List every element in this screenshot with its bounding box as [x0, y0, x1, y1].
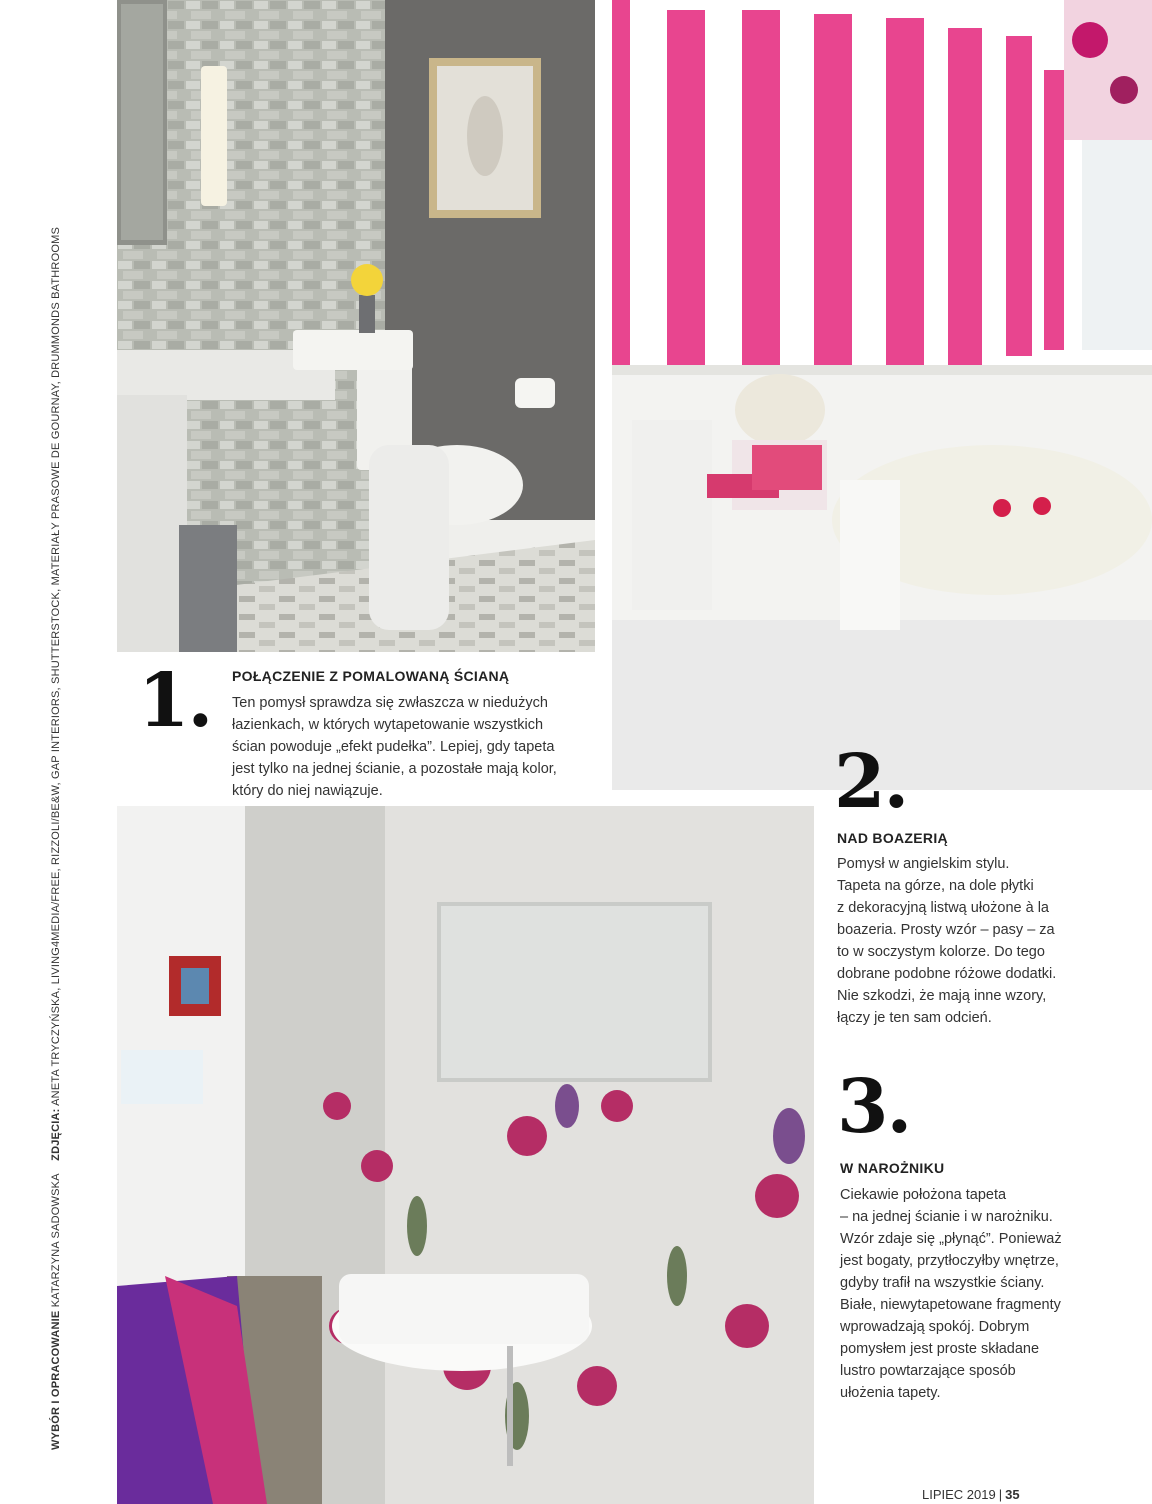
section-2-line: to w soczystym kolorze. Do tego	[837, 944, 1045, 960]
section-1-line: który do niej nawiązuje.	[232, 783, 383, 799]
section-3-line: pomysłem jest proste składane	[840, 1341, 1040, 1357]
section-1-line: Ten pomysł sprawdza się zwłaszcza w niedużych	[232, 695, 548, 711]
section-3-line: Białe, niewytapetowane fragmenty	[840, 1297, 1061, 1313]
section-3-line: wprowadzają spokój. Dobrym	[840, 1319, 1030, 1335]
footer-separator: |	[998, 1487, 1003, 1502]
photo-grey-bathroom	[117, 0, 595, 652]
section-3-number: 3.	[837, 1064, 911, 1150]
section-1-line: łazienkach, w których wytapetowanie wszystkich	[232, 717, 544, 733]
photo-pink-stripe-bathroom	[612, 0, 1152, 790]
section-1-body	[232, 692, 557, 802]
section-3-line: gdyby trafił na wszystkie ściany.	[840, 1275, 1045, 1291]
page-footer	[922, 1487, 1020, 1502]
section-2-line: Nie szkodzi, że mają inne wzory,	[837, 988, 1047, 1004]
credits-author: KATARZYNA SADOWSKA	[50, 1173, 62, 1308]
section-2-body	[837, 853, 1056, 1029]
section-2-line: boazeria. Prosty wzór – pasy – za	[837, 922, 1055, 938]
section-3-line: Ciekawie położona tapeta	[840, 1187, 1007, 1203]
section-3-line: Wzór zdaje się „płynąć”. Ponieważ	[840, 1231, 1062, 1247]
photo-credits	[50, 210, 62, 1450]
section-2-line: Tapeta na górze, na dole płytki	[837, 878, 1034, 894]
issue-date: LIPIEC 2019	[922, 1487, 996, 1502]
section-3-body	[840, 1184, 1062, 1404]
section-1-heading: POŁĄCZENIE Z POMALOWANĄ ŚCIANĄ	[232, 668, 510, 684]
section-3-line: – na jednej ścianie i w narożniku.	[840, 1209, 1053, 1225]
section-2-line: łączy je ten sam odcień.	[837, 1010, 992, 1026]
page-number: 35	[1005, 1487, 1020, 1502]
section-1-number: 1.	[138, 658, 212, 744]
section-3-line: jest bogaty, przytłoczyłby wnętrze,	[840, 1253, 1059, 1269]
photo-floral-corner-bathroom	[117, 806, 814, 1504]
section-2-heading: NAD BOAZERIĄ	[837, 830, 948, 846]
section-2-line: dobrane podobne różowe dodatki.	[837, 966, 1057, 982]
credits-label-selection: WYBÓR I OPRACOWANIE	[50, 1310, 62, 1450]
credits-label-photos: ZDJĘCIA:	[50, 1108, 62, 1161]
section-3-line: ułożenia tapety.	[840, 1385, 941, 1401]
section-2-line: Pomysł w angielskim stylu.	[837, 856, 1010, 872]
section-3-line: lustro powtarzające sposób	[840, 1363, 1016, 1379]
section-1-line: jest tylko na jednej ścianie, a pozostałe mają kolor,	[232, 761, 557, 777]
section-3-heading: W NAROŻNIKU	[840, 1160, 945, 1176]
section-1-line: ścian powoduje „efekt pudełka”. Lepiej, gdy tapeta	[232, 739, 555, 755]
section-2-number: 2.	[834, 739, 908, 825]
credits-photographers: ANETA TRYCZYŃSKA, LIVING4MEDIA/FREE, RIZZOLI/BE&W, GAP INTERIORS, SHUTTERSTOCK, MATERIAŁY PRASOWE DE GOURNAY, DRUMMONDS BATHROOMS	[50, 227, 62, 1106]
section-2-line: z dekoracyjną listwą ułożone à la	[837, 900, 1049, 916]
